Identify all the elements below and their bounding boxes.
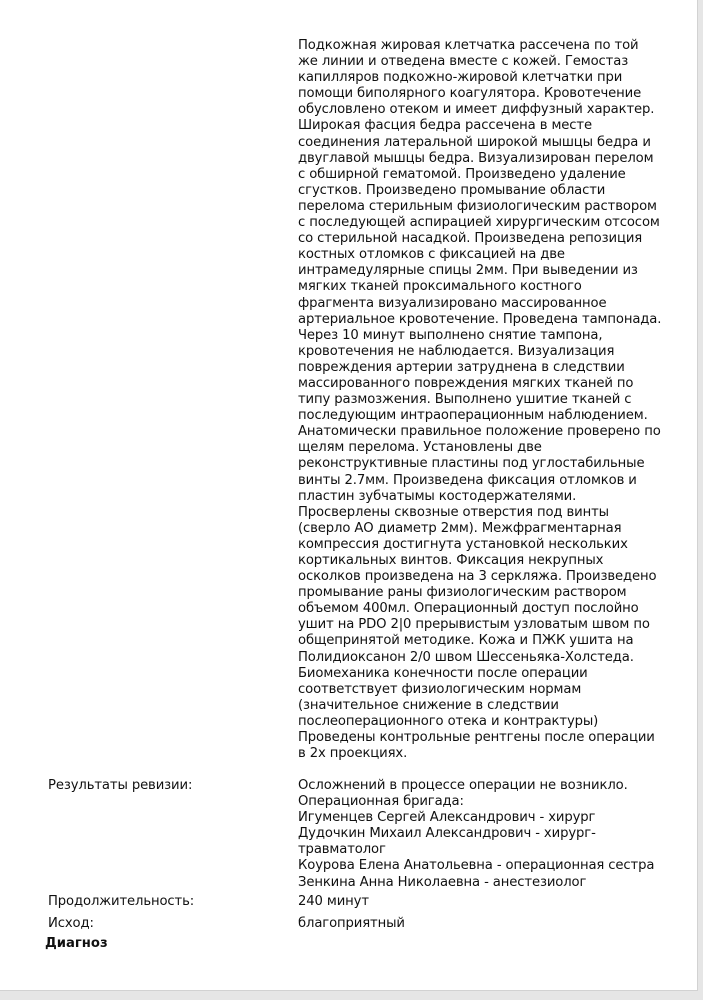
duration-value: 240 минут <box>298 894 369 909</box>
outcome-value: благоприятный <box>298 916 405 931</box>
outcome-label: Исход: <box>48 916 94 931</box>
revision-results-label: Результаты ревизии: <box>48 778 193 793</box>
diagnosis-heading: Диагноз <box>45 936 108 951</box>
operation-description: Подкожная жировая клетчатка рассечена по той же линии и отведена вместе с кожей. Гемостаз капилляров подкожно-жировой клетчатки при помощи биполярного коагулятора. Кровотечение обусловлено отеком и имеет диффузный характер. Широкая фасция бедра рассечена в месте соединения латеральной широкой мышцы бедра и двуглавой мышцы бедра. Визуализирован перелом с обширной гематомой. Произведено удаление сгустков. Произведено промывание области перелома стерильным физиологическим раствором с последующей аспирацией хирургическим отсосом со стерильной насадкой. Произведена репозиция костных отломков с фиксацией на две интрамедулярные спицы 2мм. При выведении из мягких тканей проксимального костного фрагмента визуализировано массированное артериальное кровотечение. Проведена тампонада. Через 10 минут выполнено снятие тампона, кровотечения не наблюдается. Визуализация повреждения артерии затруднена в следствии массированного повреждения мягких тканей по типу размозжения. Выполнено ушитие тканей с последующим интраоперационным наблюдением. Анатомически правильное положение проверено по щелям перелома. Установлены две реконструктивные пластины под углостабильные винты 2.7мм. Произведена фиксация отломков и пластин зубчатымы костодержателями. Просверлены сквозные отверстия под винты (сверло АО диаметр 2мм). Межфрагментарная компрессия достигнута установкой нескольких кортикальных винтов. Фиксация некрупных осколков произведена на 3 серкляжа. Произведено промывание раны физиологическим раствором объемом 400мл. Операционный доступ послойно ушит на PDO 2|0 прерывистым узловатым швом по общепринятой методике. Кожа и ПЖК ушита на Полидиоксанон 2/0 швом Шессеньяка-Холстеда. Биомеханика конечности после операции соответствует физиологическим нормам (значительное снижение в следствии послеоперационного отека и контрактуры) Проведены контрольные рентгены после операции в 2х проекциях. <box>298 38 662 762</box>
revision-results-value: Осложнений в процессе операции не возникло. Операционная бригада: Игуменцев Сергей Александрович - хирург Дудочкин Михаил Александрович - хирург- травматолог Коурова Елена Анатольевна - операционная сестра Зенкина Анна Николаевна - анестезиолог <box>298 778 655 890</box>
duration-label: Продолжительность: <box>48 894 195 909</box>
